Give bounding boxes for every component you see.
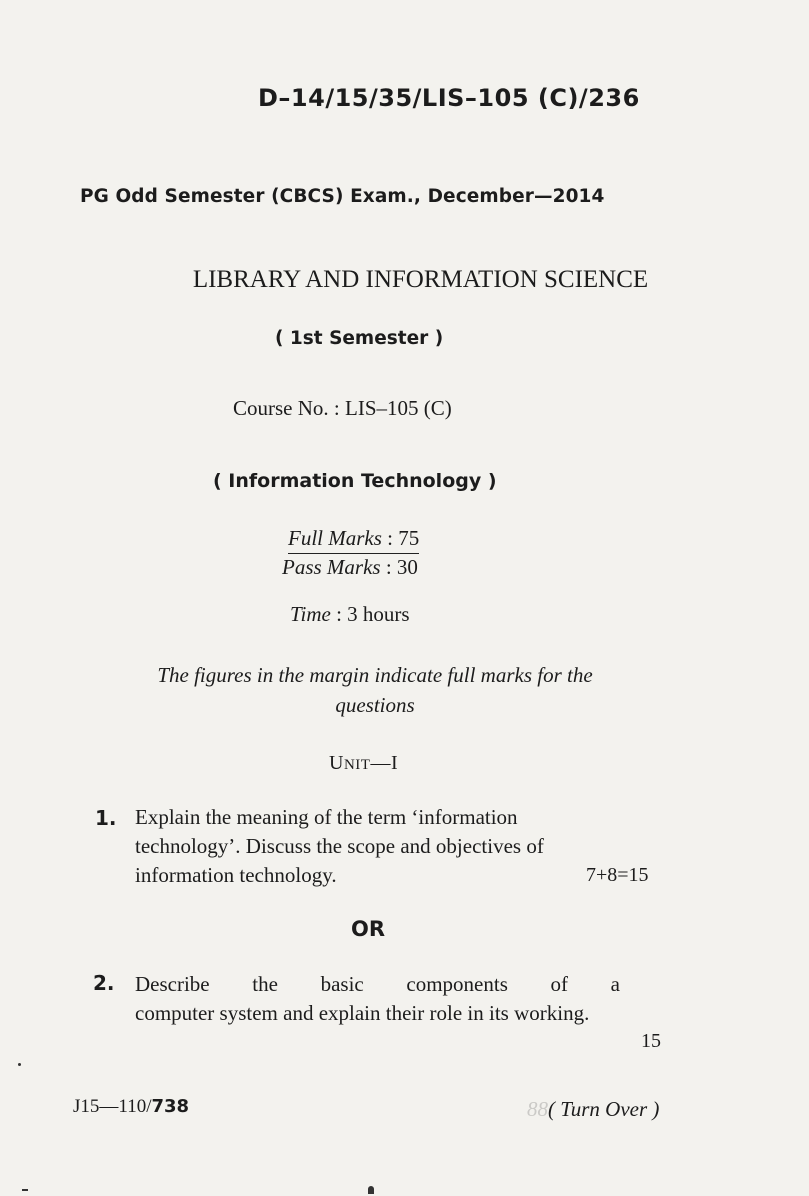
question-text-line: computer system and explain their role in its working.	[135, 1001, 590, 1025]
unit-heading-smallcaps: NIT	[343, 757, 371, 773]
full-marks-value: : 75	[387, 526, 420, 550]
course-number: Course No. : LIS–105 (C)	[233, 396, 452, 420]
unit-heading-number: —I	[370, 752, 399, 774]
exam-title: PG Odd Semester (CBCS) Exam., December—2014	[80, 186, 605, 207]
question-number: 2.	[93, 971, 115, 995]
question-marks: 15	[641, 1030, 661, 1052]
time-label: Time	[290, 602, 331, 626]
pass-marks-label: Pass Marks	[282, 555, 381, 579]
pass-marks-row	[282, 555, 418, 580]
time-value: : 3 hours	[336, 602, 410, 626]
question-number: 1.	[95, 806, 117, 830]
question-marks: 7+8=15	[586, 864, 649, 886]
question-text: Explain the meaning of the term ‘information technology’. Discuss the scope and objectives of information technology.	[135, 805, 544, 887]
footer-code	[73, 1096, 189, 1118]
paper-name: ( Information Technology )	[213, 470, 497, 492]
semester-label: ( 1st Semester )	[275, 328, 444, 349]
scan-speck	[18, 1063, 21, 1066]
paper-code: D–14/15/35/LIS–105 (C)/236	[258, 84, 640, 112]
scan-speck	[368, 1186, 374, 1194]
question-text-line: Describe the basic components of a	[135, 972, 620, 996]
turn-over-note	[527, 1097, 659, 1122]
question-text	[135, 970, 620, 1028]
time-row	[290, 602, 410, 627]
scan-speck	[22, 1189, 28, 1191]
full-marks-label: Full Marks	[288, 526, 382, 550]
pass-marks-value: : 30	[385, 555, 418, 579]
turn-over-label: ( Turn Over )	[548, 1097, 660, 1121]
or-separator: OR	[351, 917, 386, 941]
full-marks-row	[288, 526, 419, 554]
bleed-through-digits: 88	[527, 1097, 548, 1121]
instructions: The figures in the margin indicate full marks for the questions	[157, 663, 593, 717]
footer-code-prefix: J15—110/	[73, 1096, 152, 1117]
subject-title: LIBRARY AND INFORMATION SCIENCE	[192, 266, 649, 293]
footer-code-number: 738	[151, 1096, 190, 1117]
unit-heading	[329, 752, 398, 775]
unit-heading-initial: U	[329, 752, 344, 774]
